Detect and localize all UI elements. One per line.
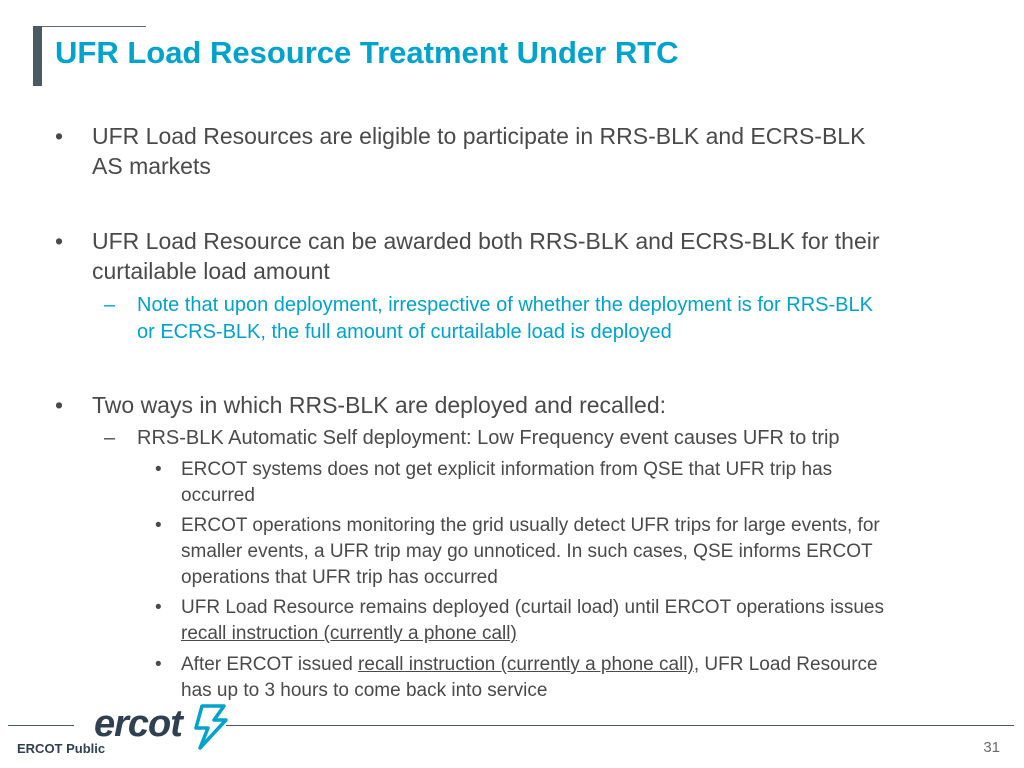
- bullet-2-line-2: curtailable load amount: [92, 258, 330, 284]
- bullet-2-note-line-1: Note that upon deployment, irrespective of whether the deployment is for RRS-BLK: [137, 294, 873, 316]
- sub-item-3: [155, 595, 991, 647]
- bullet-glyph: •: [55, 392, 64, 418]
- sub-item-1-line-2: occurred: [181, 485, 255, 506]
- bullet-glyph: •: [155, 597, 162, 618]
- dash-glyph: –: [104, 427, 116, 449]
- bullet-glyph: •: [55, 228, 64, 254]
- sub-item-1-line-1: ERCOT systems does not get explicit information from QSE that UFR trip has: [181, 459, 833, 480]
- ercot-logo: [92, 700, 228, 752]
- sub-item-3-line-2-underlined: recall instruction (currently a phone call): [181, 623, 517, 644]
- sub-item-4-line-2: has up to 3 hours to come back into service: [181, 680, 548, 701]
- bullet-glyph: •: [55, 123, 64, 149]
- footer-rule-right: [226, 725, 1014, 726]
- sub-item-4: [155, 652, 991, 704]
- slide-title: UFR Load Resource Treatment Under RTC: [55, 35, 679, 70]
- bullet-3-sub: [104, 425, 997, 452]
- bullet-2-note: [104, 292, 997, 346]
- sub-item-4-suffix: , UFR Load Resource: [693, 654, 878, 675]
- bullet-3: [55, 390, 992, 420]
- classification-label: ERCOT Public: [17, 741, 106, 756]
- logo-wordmark: ercot: [94, 703, 182, 745]
- bullet-1-line-2: AS markets: [92, 153, 211, 179]
- sub-item-1: [155, 457, 991, 509]
- sub-item-2-line-2: smaller events, a UFR trip may go unnoticed. In such cases, QSE informs ERCOT: [181, 541, 873, 562]
- sub-item-4-prefix: After ERCOT issued: [181, 654, 359, 675]
- bullet-1-line-1: UFR Load Resources are eligible to participate in RRS-BLK and ECRS-BLK: [92, 123, 866, 149]
- sub-item-2: [155, 513, 991, 591]
- bullet-glyph: •: [155, 515, 162, 536]
- bullet-2: [55, 226, 992, 286]
- page-number: 31: [983, 739, 1000, 756]
- bullet-1: [55, 121, 992, 181]
- footer-rule-left: [8, 725, 74, 726]
- bullet-2-line-1: UFR Load Resource can be awarded both RRS-BLK and ECRS-BLK for their: [92, 228, 880, 254]
- sub-item-3-line-1: UFR Load Resource remains deployed (curtail load) until ERCOT operations issues: [181, 597, 884, 618]
- lightning-bolt-icon: [196, 706, 226, 748]
- sub-item-2-line-3: operations that UFR trip has occurred: [181, 567, 498, 588]
- sub-item-2-line-1: ERCOT operations monitoring the grid usually detect UFR trips for large events, for: [181, 515, 880, 536]
- bullet-glyph: •: [155, 654, 162, 675]
- bullet-3-text: Two ways in which RRS-BLK are deployed and recalled:: [92, 392, 667, 418]
- sub-item-4-line-1: [181, 652, 991, 678]
- dash-glyph: –: [104, 294, 116, 316]
- bullet-3-sub-text: RRS-BLK Automatic Self deployment: Low Frequency event causes UFR to trip: [137, 427, 840, 449]
- title-top-rule: [42, 26, 146, 27]
- title-accent-bar: [33, 26, 42, 86]
- bullet-glyph: •: [155, 459, 162, 480]
- bullet-2-note-line-2: or ECRS-BLK, the full amount of curtailable load is deployed: [137, 321, 672, 343]
- sub-item-4-underlined: recall instruction (currently a phone call): [358, 654, 694, 675]
